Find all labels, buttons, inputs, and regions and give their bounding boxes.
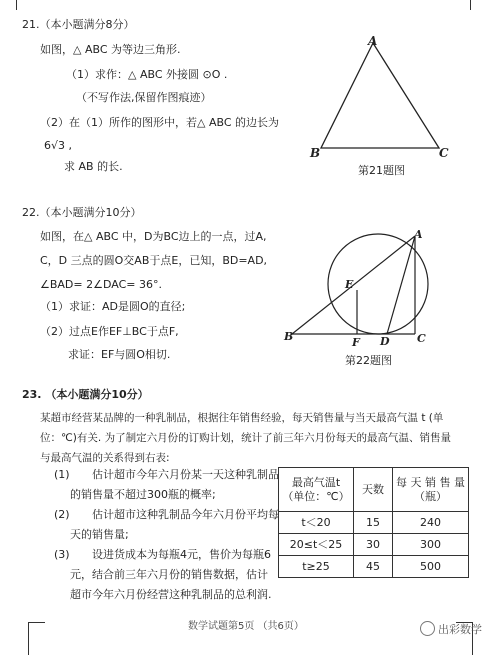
q21-line6: 求 AB 的长. [64,160,123,173]
q23-part1-line2: 的销售量不超过300瓶的概率; [70,488,216,501]
table-cell: t＜20 [279,512,354,534]
segment-ad [387,236,415,334]
q21-line3: （不写作法,保留作图痕迹） [76,91,212,104]
q22-label-d: D [380,335,390,348]
q21-line4: （2）在（1）所作的图形中，若△ ABC 的边长为 [40,116,280,129]
equilateral-triangle [321,43,439,148]
table-row [279,534,469,556]
q21-figure-caption: 第21题图 [358,164,405,177]
table-cell: 240 [393,512,469,534]
crop-mark-top-left [16,0,17,10]
table-header-sales: 每 天 销 售 量 （瓶） [393,468,469,512]
table-cell: 15 [354,512,393,534]
q21-label-a: A [368,34,378,48]
q23-intro-line3: 与最高气温的关系得到右表: [40,452,170,464]
q21-figure-triangle [305,28,455,158]
page-footer: 数学试题第5页 （共6页） [188,621,304,632]
q22-label-a: A [414,228,423,241]
table-row [279,512,469,534]
wechat-icon [420,621,435,636]
q23-part3-line2: 元，结合前三年六月份的销售数据，估计 [70,568,268,581]
q21-label-b: B [310,146,321,160]
q23-part2-number: (2) [54,508,70,521]
q22-line4: （1）求证：AD是圆O的直径; [40,300,186,313]
circle-o [328,234,428,334]
q23-part2-line1: 估计超市这种乳制品今年六月份平均每 [92,508,279,521]
q22-heading: 22.（本小题满分10分） [22,206,142,219]
q21-label-c: C [439,146,449,160]
q23-intro-line2: 位：℃)有关. 为了制定六月份的订购计划，统计了前三年六月份每天的最高气温、销售量 [40,432,452,444]
table-header-days: 天数 [354,468,393,512]
temperature-sales-table [278,467,469,578]
q23-part2-line2: 天的销售量; [70,528,129,541]
q22-label-e: E [345,278,354,291]
table-cell: 300 [393,534,469,556]
q23-part3-line1: 设进货成本为每瓶4元，售价为每瓶6 [92,548,271,561]
q21-line1: 如图，△ ABC 为等边三角形. [40,43,181,56]
table-cell: t≥25 [279,556,354,578]
q22-label-c: C [417,332,426,345]
q22-figure-caption: 第22题图 [345,354,392,367]
q23-part3-number: (3) [54,548,70,561]
q23-part1-line1: 估计超市今年六月份某一天这种乳制品 [92,468,279,481]
q22-line5: （2）过点E作EF⊥BC于点F, [40,325,179,338]
q22-label-b: B [284,330,294,343]
table-row [279,556,469,578]
q21-line5: 6√3 , [44,139,72,152]
q22-line3: ∠BAD= 2∠DAC= 36°. [40,278,162,291]
table-header-temperature: 最高气温t （单位：℃） [279,468,354,512]
q23-part1-number: (1) [54,468,70,481]
q22-line6: 求证：EF与圆O相切. [68,348,171,361]
table-cell: 20≤t＜25 [279,534,354,556]
q23-heading: 23. （本小题满分10分） [22,388,149,401]
q23-part3-line3: 超市今年六月份经营这种乳制品的总利润. [70,588,272,601]
q22-line1: 如图，在△ ABC 中，D为BC边上的一点，过A, [40,230,267,243]
q22-line2: C，D 三点的圆O交AB于点E，已知，BD=AD, [40,254,268,267]
segment-ab [292,236,415,334]
table-cell: 500 [393,556,469,578]
crop-mark-bottom-left [28,622,45,655]
table-cell: 45 [354,556,393,578]
q22-figure-circle [280,225,450,345]
q23-intro-line1: 某超市经营某品牌的一种乳制品，根据往年销售经验，每天销售量与当天最高气温 t (单 [40,412,444,424]
q21-heading: 21.（本小题满分8分） [22,18,135,31]
watermark: 出彩数学 [420,621,482,637]
q21-line2: （1）求作：△ ABC 外接圆 ⊙O . [66,68,228,81]
crop-mark-top-right [470,0,471,10]
table-cell: 30 [354,534,393,556]
q22-label-f: F [352,336,360,349]
